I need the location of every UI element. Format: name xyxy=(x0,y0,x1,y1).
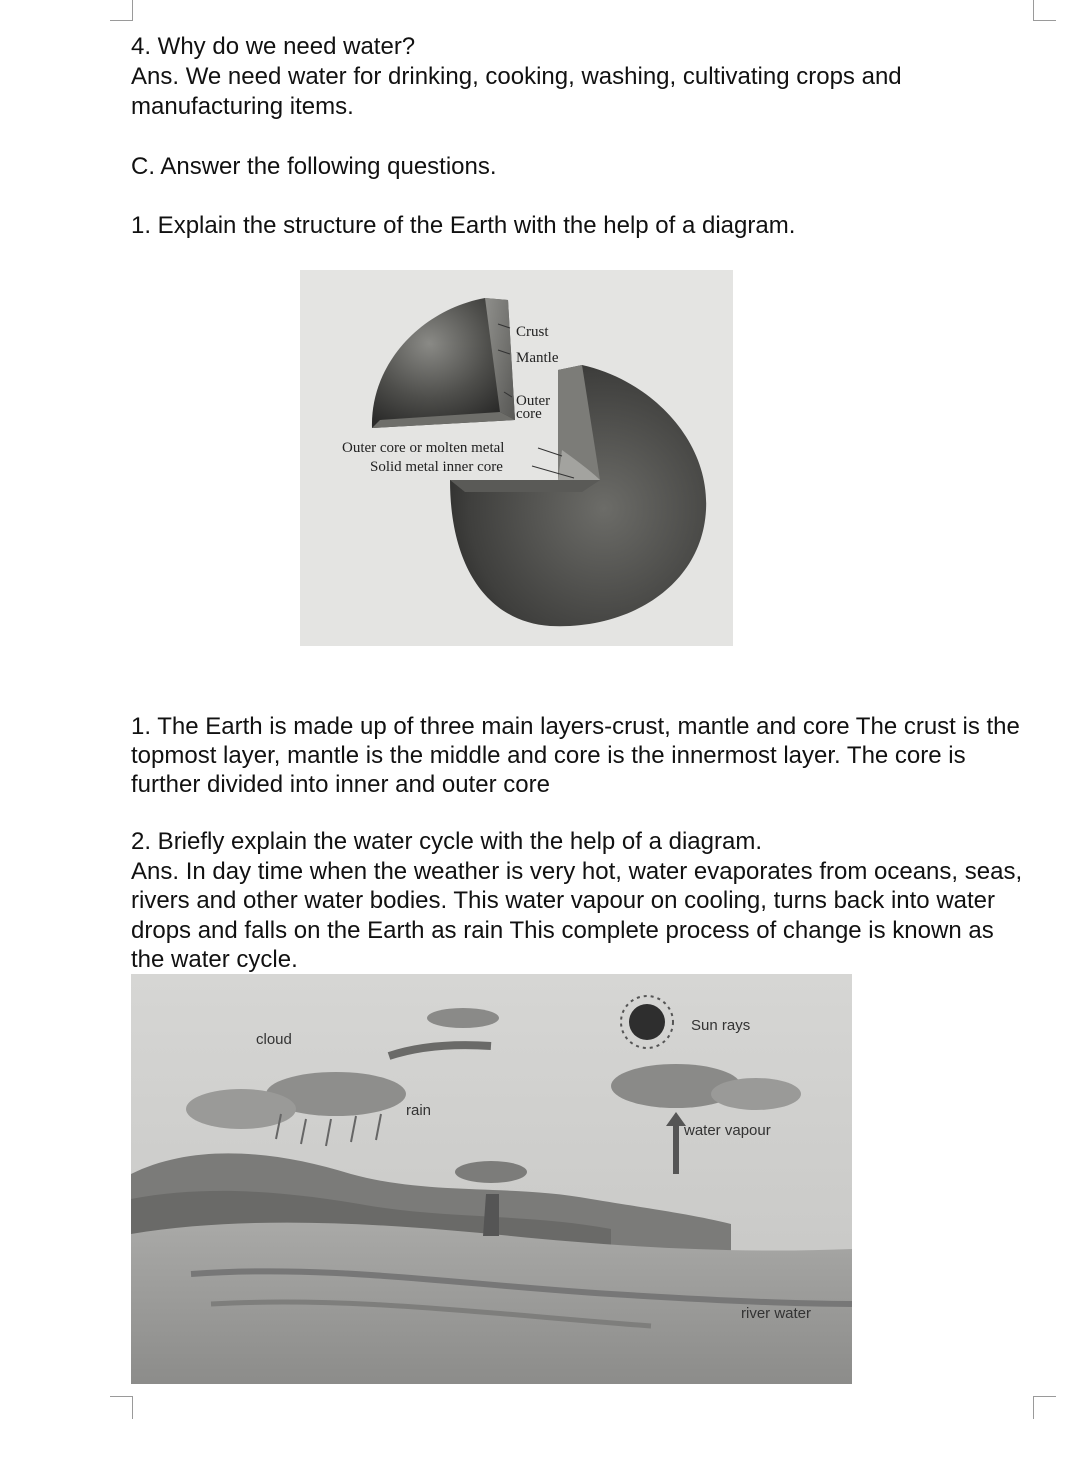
water-cycle-diagram xyxy=(131,974,852,1384)
label-sun-rays: Sun rays xyxy=(691,1017,751,1034)
question-2: 2. Briefly explain the water cycle with the help of a diagram. xyxy=(131,828,762,855)
label-rain: rain xyxy=(406,1102,432,1119)
water-cycle-illustration xyxy=(131,974,852,1384)
label-outer-core-molten: Outer core or molten metal xyxy=(342,440,505,456)
label-mantle: Mantle xyxy=(516,350,559,366)
label-cloud: cloud xyxy=(256,1031,292,1048)
page-corner-mark xyxy=(1033,1396,1056,1419)
question-2-block xyxy=(131,827,1031,975)
page-corner-mark xyxy=(110,0,133,21)
page-corner-mark xyxy=(1033,0,1056,21)
answer-4: Ans. We need water for drinking, cooking, washing, cultivating crops and manufacturing items. xyxy=(131,63,902,120)
section-c-heading: C. Answer the following questions. xyxy=(131,153,497,180)
label-water-vapour: water vapour xyxy=(684,1122,771,1139)
question-4: 4. Why do we need water? xyxy=(131,33,416,60)
label-crust: Crust xyxy=(516,324,549,340)
page-corner-mark xyxy=(110,1396,133,1419)
label-outer-core-line2: core xyxy=(516,406,542,422)
answer-2: Ans. In day time when the weather is very hot, water evaporates from oceans, seas, rivers and other water bodies. This water vapour on cooling, turns back into water drops and falls on the Earth as rain This complete process of change is known as the water cycle. xyxy=(131,857,1023,973)
question-4-block xyxy=(131,32,1031,122)
label-river-water: river water xyxy=(741,1305,812,1322)
label-outer-core-line1: Outer xyxy=(516,393,551,409)
earth-structure-diagram xyxy=(300,270,733,646)
question-1: 1. Explain the structure of the Earth with the help of a diagram. xyxy=(131,212,796,239)
answer-1: 1. The Earth is made up of three main layers-crust, mantle and core The crust is the topmost layer, mantle is the middle and core is the innermost layer. The core is further divided into inner and outer core xyxy=(131,713,1020,798)
label-inner-core: Solid metal inner core xyxy=(370,459,503,475)
